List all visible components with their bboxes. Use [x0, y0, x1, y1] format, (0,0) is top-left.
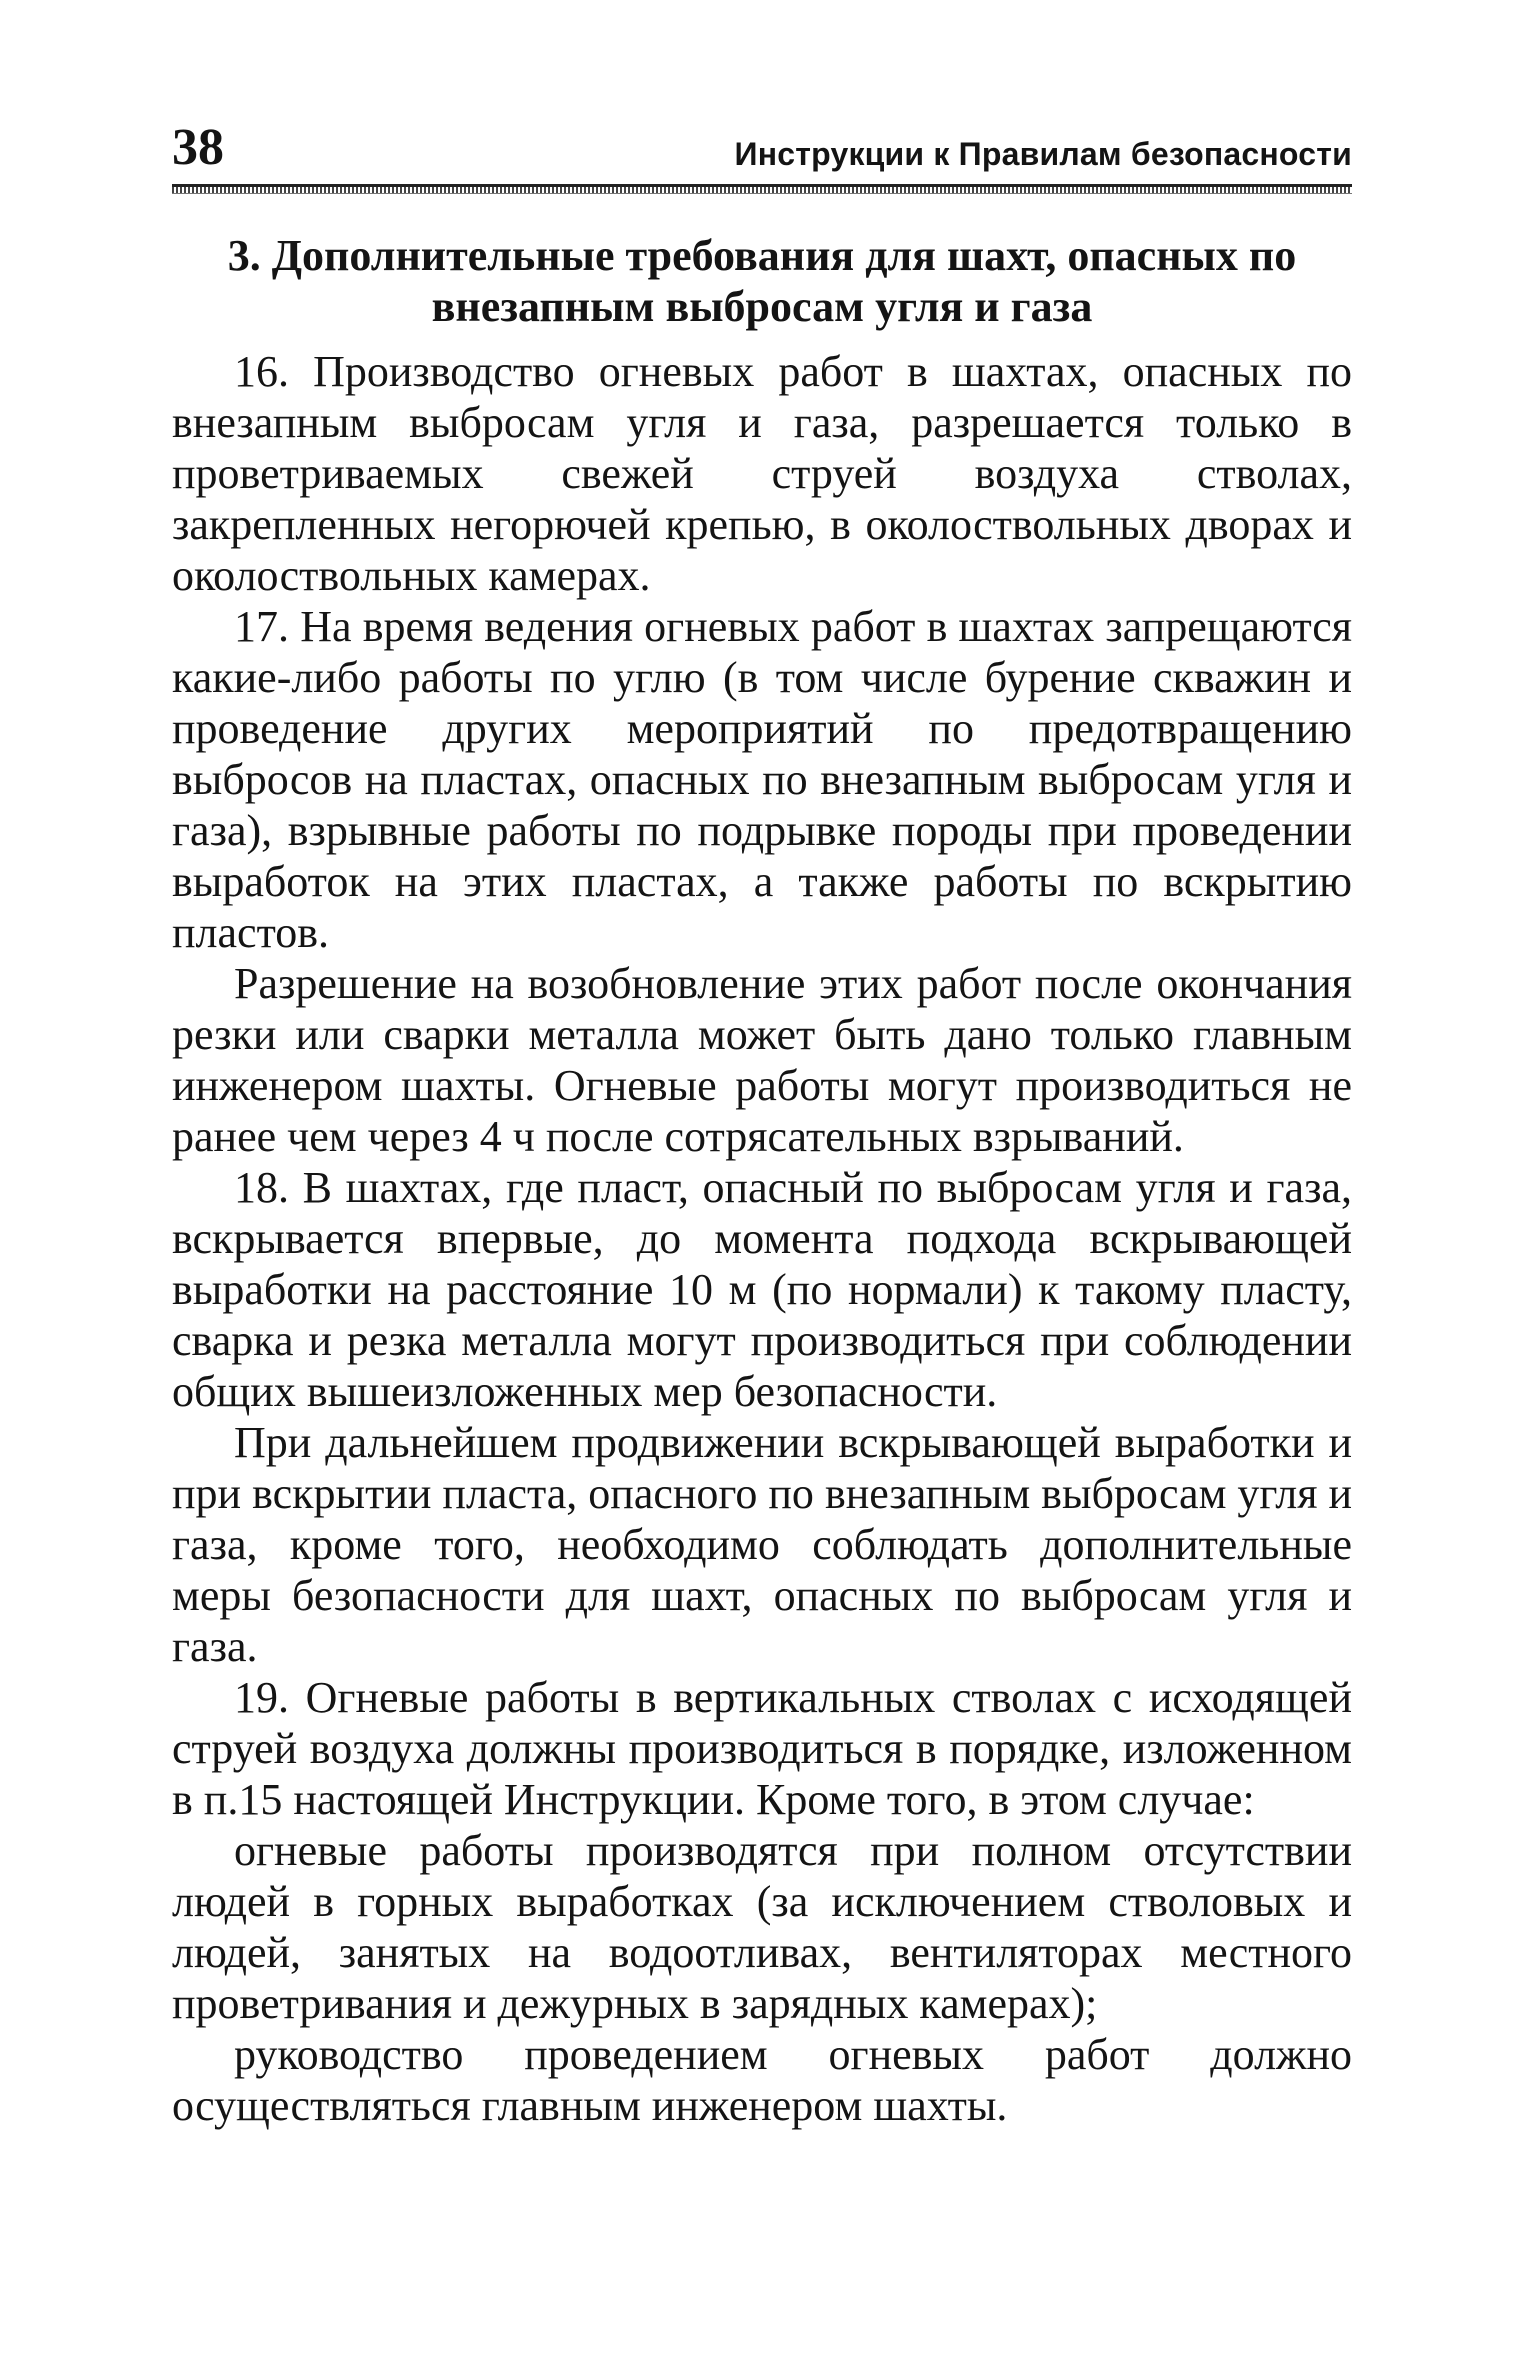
paragraph-16: 16. Производство огневых работ в шахтах, опасных по внезапным выбросам угля и газа, разрешается только в проветриваемых свежей струей воздуха стволах, закрепленных негорючей крепью, в околоствольных дворах и околоствольных камерах. — [172, 347, 1352, 600]
paragraph-18: 18. В шахтах, где пласт, опасный по выбросам угля и газа, вскрывается впервые, до момента подхода вскрывающей выработки на расстояние 10 м (по нормали) к такому пласту, сварка и резка металла могут производиться при соблюдении общих вышеизложенных мер безопасности. — [172, 1163, 1352, 1416]
paragraph-19-item-2: руководство проведением огневых работ должно осуществляться главным инженером шахты. — [172, 2030, 1352, 2130]
header-rule — [172, 184, 1352, 194]
running-header-title: Инструкции к Правилам безопасности — [734, 136, 1352, 172]
section-title-line-1: 3. Дополнительные требования для шахт, опасных по — [227, 231, 1297, 280]
page-number: 38 — [172, 119, 224, 176]
running-header — [172, 110, 1352, 174]
document-page — [172, 110, 1352, 2131]
section-title — [172, 230, 1352, 332]
paragraph-19: 19. Огневые работы в вертикальных стволах с исходящей струей воздуха должны производиться в порядке, изложенном в п.15 настоящей Инструкции. Кроме того, в этом случае: — [172, 1673, 1352, 1824]
paragraph-17: 17. На время ведения огневых работ в шахтах запрещаются какие-либо работы по углю (в том числе бурение скважин и проведение других мероприятий по предотвращению выбросов на пластах, опасных по внезапным выбросам угля и газа), взрывные работы по подрывке породы при проведении выработок на этих пластах, а также работы по вскрытию пластов. — [172, 602, 1352, 957]
paragraph-19-item-1: огневые работы производятся при полном отсутствии людей в горных выработках (за исключением стволовых и людей, занятых на водоотливах, вентиляторах местного проветривания и дежурных в зарядных камерах); — [172, 1826, 1352, 2028]
paragraph-17-continuation: Разрешение на возобновление этих работ после окончания резки или сварки металла может быть дано только главным инженером шахты. Огневые работы могут производиться не ранее чем через 4 ч после сотрясательных взрываний. — [172, 959, 1352, 1161]
paragraph-18-continuation: При дальнейшем продвижении вскрывающей выработки и при вскрытии пласта, опасного по внезапным выбросам угля и газа, кроме того, необходимо соблюдать дополнительные меры безопасности для шахт, опасных по выбросам угля и газа. — [172, 1418, 1352, 1671]
section-title-line-2: внезапным выбросам угля и газа — [431, 282, 1093, 331]
